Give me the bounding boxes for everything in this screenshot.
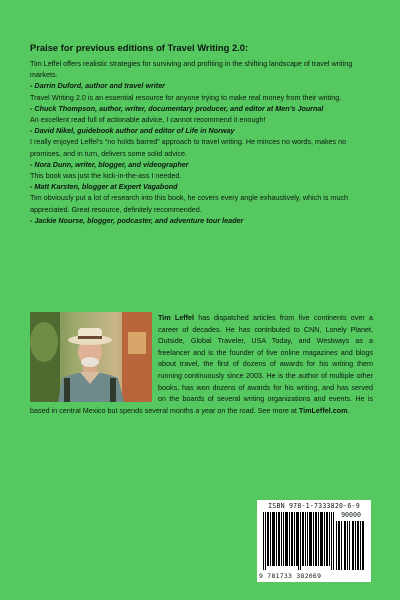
isbn-label: ISBN 978-1-7333820-6-9 xyxy=(268,502,360,510)
praise-attribution: - Chuck Thompson, author, writer, documentary producer, and editor at Men’s Journal xyxy=(30,103,324,113)
praise-quote: Tim Leffel offers realistic strategies for surviving and profiting in the shifting landscape of travel writing markets. xyxy=(30,59,353,80)
praise-attribution: - Nora Dunn, writer, blogger, and videographer xyxy=(30,159,189,169)
praise-quote: An excellent read full of actionable advice, I cannot recommend it enough! xyxy=(30,115,266,125)
praise-quote: I really enjoyed Leffel’s “no holds barred” approach to travel writing. He minces no words, makes no promises, and in turn, delivers some solid advice. xyxy=(30,137,347,158)
praise-heading: Praise for previous editions of Travel Writing 2.0: xyxy=(30,42,249,53)
praise-attribution: - Matt Karsten, blogger at Expert Vagabond xyxy=(30,182,178,192)
author-name: Tim Leffel xyxy=(158,313,195,322)
bio-body: has dispatched articles from five continents over a career of decades. He has contributed to CNN, Lonely Planet, Outside, Global Traveler, USA Today, and Westways as a freelancer and is the founder of five online magazines and blogs about travel, the first of dozens of awards for his writing them running continuously since 2003. He is the author of multiple other books, has won dozens of awards for his writing, and has served on the boards of several writing organizations and events. He is based in central Mexico but spends several months a year on the road. See more at xyxy=(30,313,373,415)
barcode-digits: 9 781733 382069 xyxy=(259,572,322,580)
praise-section xyxy=(30,42,372,226)
praise-attribution: - David Nikel, guidebook author and editor of Life in Norway xyxy=(30,126,235,136)
author-bio xyxy=(30,312,373,416)
praise-attribution: - Darrin Duford, author and travel writer xyxy=(30,81,165,91)
bio-end: . xyxy=(347,405,350,415)
praise-attribution: - Jackie Nourse, blogger, podcaster, and adventure tour leader xyxy=(30,215,244,225)
addon-bars xyxy=(336,512,366,570)
barcode-bars xyxy=(263,512,335,570)
author-website-link[interactable]: TimLeffel.com xyxy=(298,405,348,415)
isbn-barcode xyxy=(257,500,371,582)
praise-quote: Tim obviously put a lot of research into this book, he covers every angle exhaustively, which is much appreciated. Great resource, definitely recommended. xyxy=(30,193,348,214)
praise-quote: This book was just the kick-in-the-ass I needed. xyxy=(30,171,182,181)
praise-quote: Travel Writing 2.0 is an essential resource for anyone trying to make real money from their writing. xyxy=(30,92,342,102)
photo-spacer xyxy=(30,312,158,404)
barcode-addon: 90000 xyxy=(341,511,361,519)
